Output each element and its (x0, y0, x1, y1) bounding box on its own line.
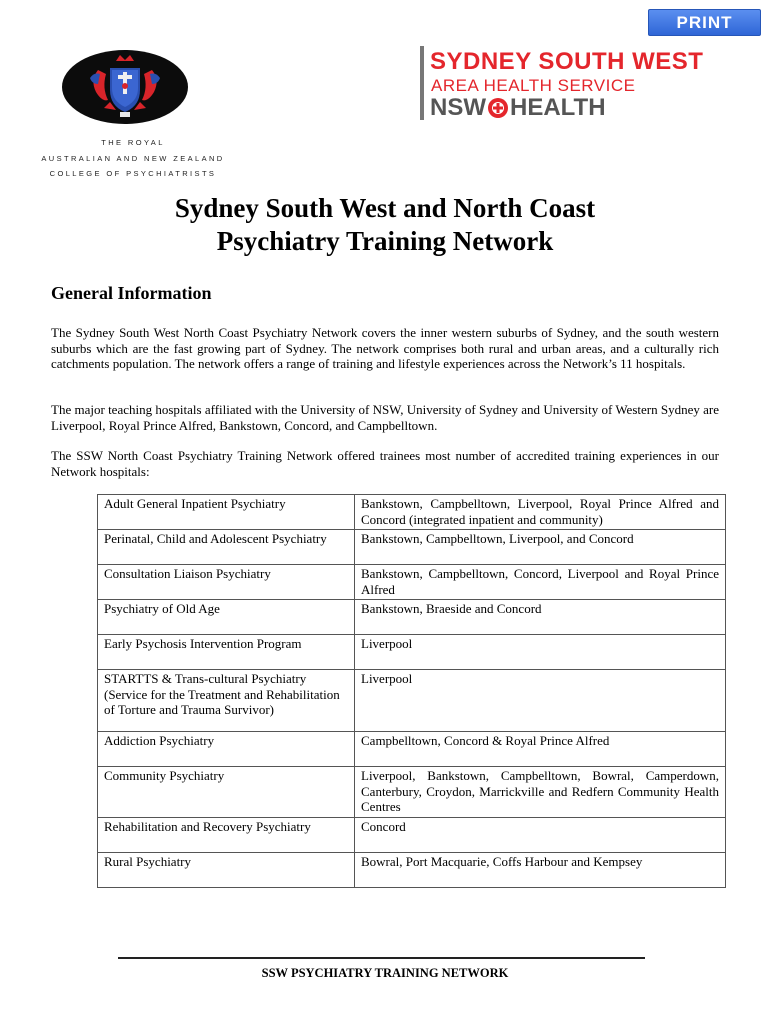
paragraph-network-overview: The Sydney South West North Coast Psychiatry Network covers the inner western suburbs of Sydney, and the south western suburbs which are the fast growing part of Sydney. The network comprises both rural and urban areas, and a culturally rich catchments population. The network offers a range of training and lifestyle experiences across the Network’s 11 hospitals. (51, 325, 719, 372)
college-name-line2: AUSTRALIAN AND NEW ZEALAND (41, 154, 225, 163)
title-line2: Psychiatry Training Network (216, 226, 554, 256)
logo-divider (420, 46, 424, 120)
table-row (98, 600, 726, 635)
ssw-logo-line2: AREA HEALTH SERVICE (431, 76, 636, 95)
hospitals-cell: Bankstown, Braeside and Concord (355, 600, 726, 635)
training-table (97, 494, 726, 888)
program-cell: Addiction Psychiatry (98, 732, 355, 767)
table-row (98, 670, 726, 732)
table-row (98, 732, 726, 767)
table-row (98, 495, 726, 530)
hospitals-cell: Bankstown, Campbelltown, Concord, Liverpool and Royal Prince Alfred (355, 565, 726, 600)
hospitals-cell: Liverpool (355, 635, 726, 670)
program-cell: Consultation Liaison Psychiatry (98, 565, 355, 600)
ssw-logo-line1: SYDNEY SOUTH WEST (430, 48, 704, 75)
program-cell: STARTTS & Trans-cultural Psychiatry (Service for the Treatment and Rehabilitation of Torture and Trauma Survivor) (98, 670, 355, 732)
print-button[interactable]: PRINT (648, 9, 761, 36)
program-cell: Community Psychiatry (98, 767, 355, 818)
hospitals-cell: Liverpool (355, 670, 726, 732)
college-crest-icon (60, 48, 190, 126)
page-title (0, 192, 770, 258)
table-row (98, 817, 726, 852)
program-cell: Rehabilitation and Recovery Psychiatry (98, 817, 355, 852)
program-cell: Rural Psychiatry (98, 852, 355, 887)
nsw-text: NSW (430, 94, 486, 121)
table-row (98, 565, 726, 600)
program-cell: Adult General Inpatient Psychiatry (98, 495, 355, 530)
footer-divider (118, 957, 645, 959)
paragraph-teaching-hospitals: The major teaching hospitals affiliated with the University of NSW, University of Sydney and University of Western Sydney are Liverpool, Royal Prince Alfred, Bankstown, Concord, and Campbelltown. (51, 402, 719, 433)
table-row (98, 767, 726, 818)
waratah-icon (487, 97, 509, 119)
college-logo (38, 46, 228, 178)
hospitals-cell: Bankstown, Campbelltown, Liverpool, Royal Prince Alfred and Concord (integrated inpatient and community) (355, 495, 726, 530)
title-line1: Sydney South West and North Coast (174, 193, 596, 223)
hospitals-cell: Bankstown, Campbelltown, Liverpool, and Concord (355, 530, 726, 565)
health-text: HEALTH (510, 94, 606, 121)
table-row (98, 530, 726, 565)
paragraph-training-experiences: The SSW North Coast Psychiatry Training Network offered trainees most number of accredited training experiences in our Network hospitals: (51, 448, 719, 479)
ssw-health-logo (420, 44, 750, 122)
page-footer: SSW PSYCHIATRY TRAINING NETWORK (261, 966, 509, 980)
college-name-line1: THE ROYAL (101, 138, 165, 147)
table-row (98, 635, 726, 670)
college-name-line3: COLLEGE OF PSYCHIATRISTS (49, 169, 217, 178)
hospitals-cell: Bowral, Port Macquarie, Coffs Harbour and Kempsey (355, 852, 726, 887)
hospitals-cell: Campbelltown, Concord & Royal Prince Alfred (355, 732, 726, 767)
program-cell: Psychiatry of Old Age (98, 600, 355, 635)
table-row (98, 852, 726, 887)
program-cell: Perinatal, Child and Adolescent Psychiatry (98, 530, 355, 565)
nsw-health-wordmark (430, 94, 606, 122)
hospitals-cell: Concord (355, 817, 726, 852)
section-heading: General Information (51, 283, 212, 303)
hospitals-cell: Liverpool, Bankstown, Campbelltown, Bowral, Camperdown, Canterbury, Croydon, Marrickville and Redfern Community Health Centres (355, 767, 726, 818)
program-cell: Early Psychosis Intervention Program (98, 635, 355, 670)
